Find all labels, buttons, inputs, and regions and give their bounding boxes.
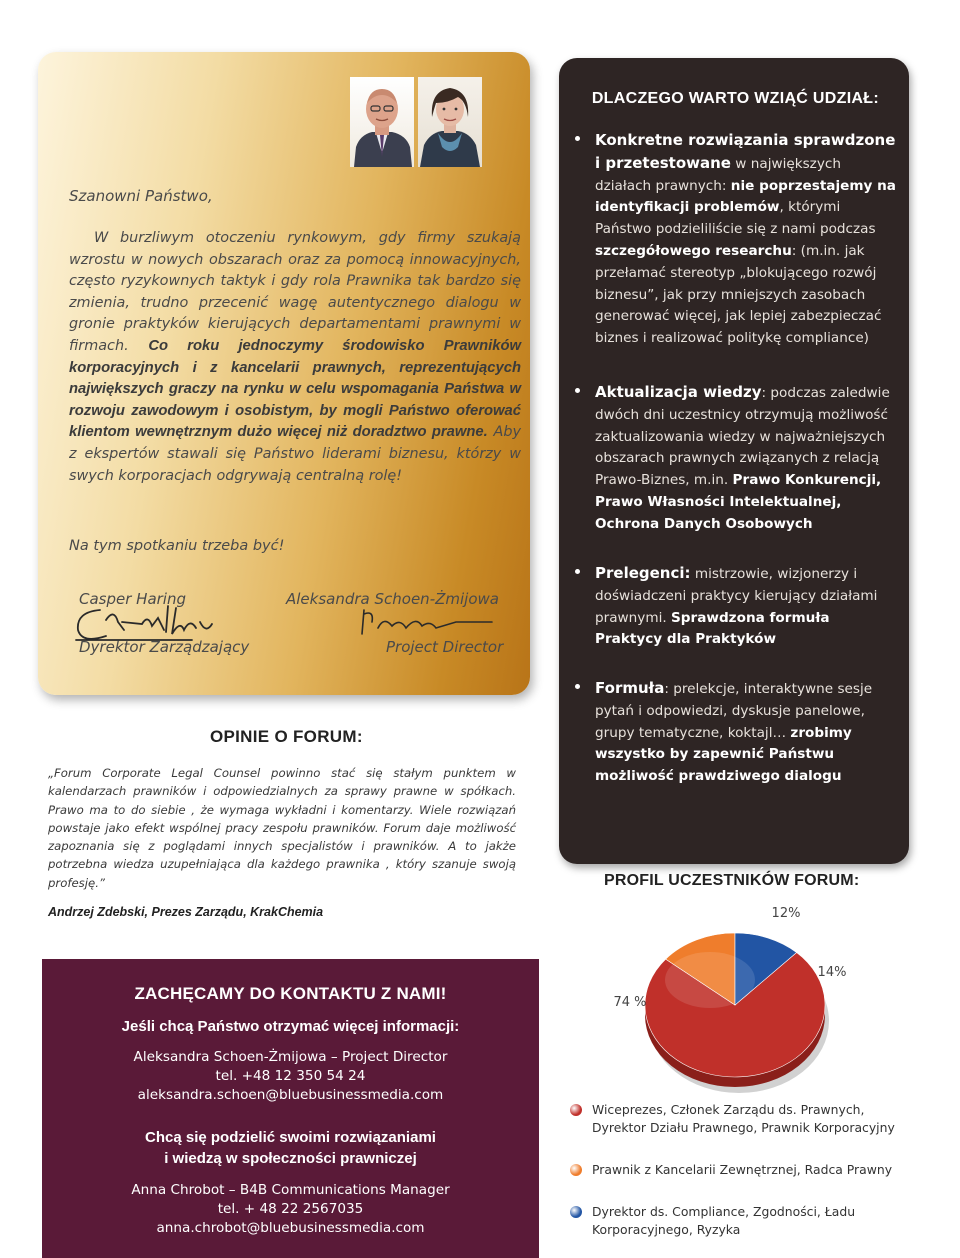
letter-intro: W burzliwym otoczeniu rynkowym, gdy firmy szukają wzrostu w nowych obszarach oraz za pomocą innowacyjnych, często ryzykownych taktyk i gdy rola Prawnika tak bardzo się zmienia, trudno przecenić wagę autentycznego dialogu w gronie praktyków kierujących departamentami prawnymi w firmach. bbox=[69, 230, 521, 354]
legend-item-1 bbox=[570, 1101, 900, 1136]
why-item-1-bold-a: nie poprzestajemy na identyfikacji problemów bbox=[595, 177, 896, 216]
organizer-photos bbox=[350, 77, 482, 167]
contact-person-1: Aleksandra Schoen-Żmijowa – Project Director bbox=[133, 1049, 448, 1065]
why-item-4-bold: zrobimy wszystko by zapewnić Państwu możliwość prawdziwego dialogu bbox=[595, 724, 852, 785]
contact-subtitle: Jeśli chcą Państwo otrzymać więcej informacji: bbox=[121, 1018, 460, 1035]
letter-body bbox=[69, 228, 521, 487]
why-item-2-bold: Prawo Konkurencji, Prawo Własności Intelektualnej, Ochrona Danych Osobowych bbox=[595, 472, 882, 532]
pie-label-1: 74 % bbox=[613, 995, 647, 1010]
legend-label-1: Wiceprezes, Członek Zarządu ds. Prawnych, Dyrektor Działu Prawnego, Prawnik Korporacyjny bbox=[592, 1102, 895, 1135]
legend-label-2: Prawnik z Kancelarii Zewnętrznej, Radca Prawny bbox=[592, 1162, 893, 1177]
opinions-title: OPINIE O FORUM: bbox=[210, 727, 363, 746]
why-item-1-bold-b: szczegółowego researchu bbox=[595, 242, 792, 259]
bullet-icon bbox=[575, 388, 580, 393]
why-attend-panel bbox=[559, 58, 909, 864]
letter-conclusion: Aby z ekspertów stawali się Państwo liderami biznesu, którzy w swych korporacjach odgrywają centralną rolę! bbox=[69, 424, 521, 484]
contact-title: ZACHĘCAMY DO KONTAKTU Z NAMI! bbox=[134, 984, 447, 1003]
why-item-1-text-a: w największych działach prawnych: bbox=[595, 155, 841, 194]
share-heading bbox=[42, 1127, 539, 1169]
why-item-2-text: : podczas zaledwie dwóch dni uczestnicy otrzymują możliwość zaktualizowania wiedzy w najważniejszych obszarach prawnych związanych z relacją Prawo-Biznes, m.in. bbox=[595, 385, 890, 489]
why-item-1-lead: Konkretne rozwiązania sprawdzone i przetestowane bbox=[595, 131, 896, 172]
pie-highlight bbox=[665, 952, 755, 1008]
pie-label-2: 14% bbox=[817, 965, 847, 980]
contact-phone-2[interactable]: tel. + 48 22 2567035 bbox=[217, 1201, 364, 1217]
letter-bold-statement: Co roku jednoczymy środowisko Prawników korporacyjnych i z kancelarii prawnych, reprezentujących największych graczy na rynku w celu wspomagania Państwa w rozwoju zawodowym i osobistym, by mogli Państwo oferować klientom wewnętrznym dużo więcej niż doradztwo prawne. bbox=[69, 337, 521, 441]
contact-email-2[interactable]: anna.chrobot@bluebusinessmedia.com bbox=[156, 1220, 425, 1236]
woman-portrait-icon bbox=[418, 77, 482, 167]
photo-casper-haring bbox=[350, 77, 414, 167]
signer-right-role: Project Director bbox=[386, 638, 504, 656]
why-item-speakers bbox=[575, 563, 897, 651]
legend-swatch-3 bbox=[570, 1206, 582, 1218]
why-item-3-lead: Prelegenci: bbox=[595, 564, 691, 582]
signer-right-name: Aleksandra Schoen-Żmijowa bbox=[286, 590, 499, 608]
bullet-icon bbox=[575, 684, 580, 689]
why-title: DLACZEGO WARTO WZIĄĆ UDZIAŁ: bbox=[591, 90, 879, 107]
contact-box bbox=[42, 959, 539, 1258]
legend-swatch-1 bbox=[570, 1104, 582, 1116]
participant-profile-pie-chart bbox=[560, 890, 900, 1095]
why-item-knowledge bbox=[575, 382, 897, 536]
signer-left-role: Dyrektor Zarządzający bbox=[79, 638, 250, 656]
legend-item-2 bbox=[570, 1161, 900, 1179]
share-line-2: i wiedzą w społeczności prawniczej bbox=[164, 1150, 417, 1167]
share-line-1: Chcą się podzielić swoimi rozwiązaniami bbox=[145, 1129, 436, 1146]
why-item-solutions bbox=[575, 130, 897, 350]
why-item-4-text: : prelekcje, interaktywne sesje pytań i odpowiedzi, dyskusje panelowe, grupy tematyczne, koktajl… bbox=[595, 681, 873, 741]
contact-email-1[interactable]: aleksandra.schoen@bluebusinessmedia.com bbox=[137, 1087, 444, 1103]
why-item-format bbox=[575, 678, 897, 788]
bullet-icon bbox=[575, 569, 580, 574]
photo-aleksandra-schoen bbox=[418, 77, 482, 167]
man-portrait-icon bbox=[350, 77, 414, 167]
signer-left-name: Casper Haring bbox=[79, 590, 186, 608]
signature-aleksandra-schoen bbox=[356, 608, 496, 638]
legend-swatch-2 bbox=[570, 1164, 582, 1176]
opinion-quote: „Forum Corporate Legal Counsel powinno stać się stałym punktem w kalendarzach prawników i odpowiedzialnych za sprawy prawne w spółkach. Prawo ma to do siebie , że wymaga wykładni i komentarzy. Wiele rozwiązań powstaje jako efekt wspólnej pracy zespołu prawników. Forum daje możliwość zapoznania się z poglądami innych specjalistów i prawników. A to jakże potrzebna wiedza uzupełniająca dla każdego prawnika , który szanuje swoją profesję.” bbox=[48, 766, 516, 890]
legend-item-3 bbox=[570, 1203, 900, 1238]
salutation: Szanowni Państwo, bbox=[69, 187, 213, 205]
letter-panel bbox=[38, 52, 530, 695]
pie-label-3: 12% bbox=[771, 906, 801, 921]
contact-phone-1[interactable]: tel. +48 12 350 54 24 bbox=[215, 1068, 366, 1084]
why-item-4-lead: Formuła bbox=[595, 679, 665, 697]
legend-label-3: Dyrektor ds. Compliance, Zgodności, Ładu Korporacyjnego, Ryzyka bbox=[592, 1204, 856, 1237]
closing-line: Na tym spotkaniu trzeba być! bbox=[69, 538, 285, 554]
why-item-3-text: mistrzowie, wizjonerzy i doświadczeni praktycy kierujący działami prawnymi. bbox=[595, 566, 878, 626]
why-item-1-text-c: : (m.in. jak przełamać stereotyp „blokującego rozwój biznesu”, jak przy mniejszych zasobach generować więcej, jak lepiej zabezpieczać biznes i realizować politykę compliance) bbox=[595, 242, 882, 347]
why-item-3-bold: Sprawdzona formuła Praktycy dla Praktyków bbox=[595, 609, 830, 648]
contact-person-2: Anna Chrobot – B4B Communications Manager bbox=[131, 1182, 450, 1198]
why-item-2-lead: Aktualizacja wiedzy bbox=[595, 383, 762, 401]
bullet-icon bbox=[575, 136, 580, 141]
opinion-author: Andrzej Zdebski, Prezes Zarządu, KrakChemia bbox=[48, 905, 324, 919]
chart-title: PROFIL UCZESTNIKÓW FORUM: bbox=[604, 872, 860, 889]
why-item-1-text-b: , którymi Państwo podzieliliście się z nami podczas bbox=[595, 199, 876, 238]
